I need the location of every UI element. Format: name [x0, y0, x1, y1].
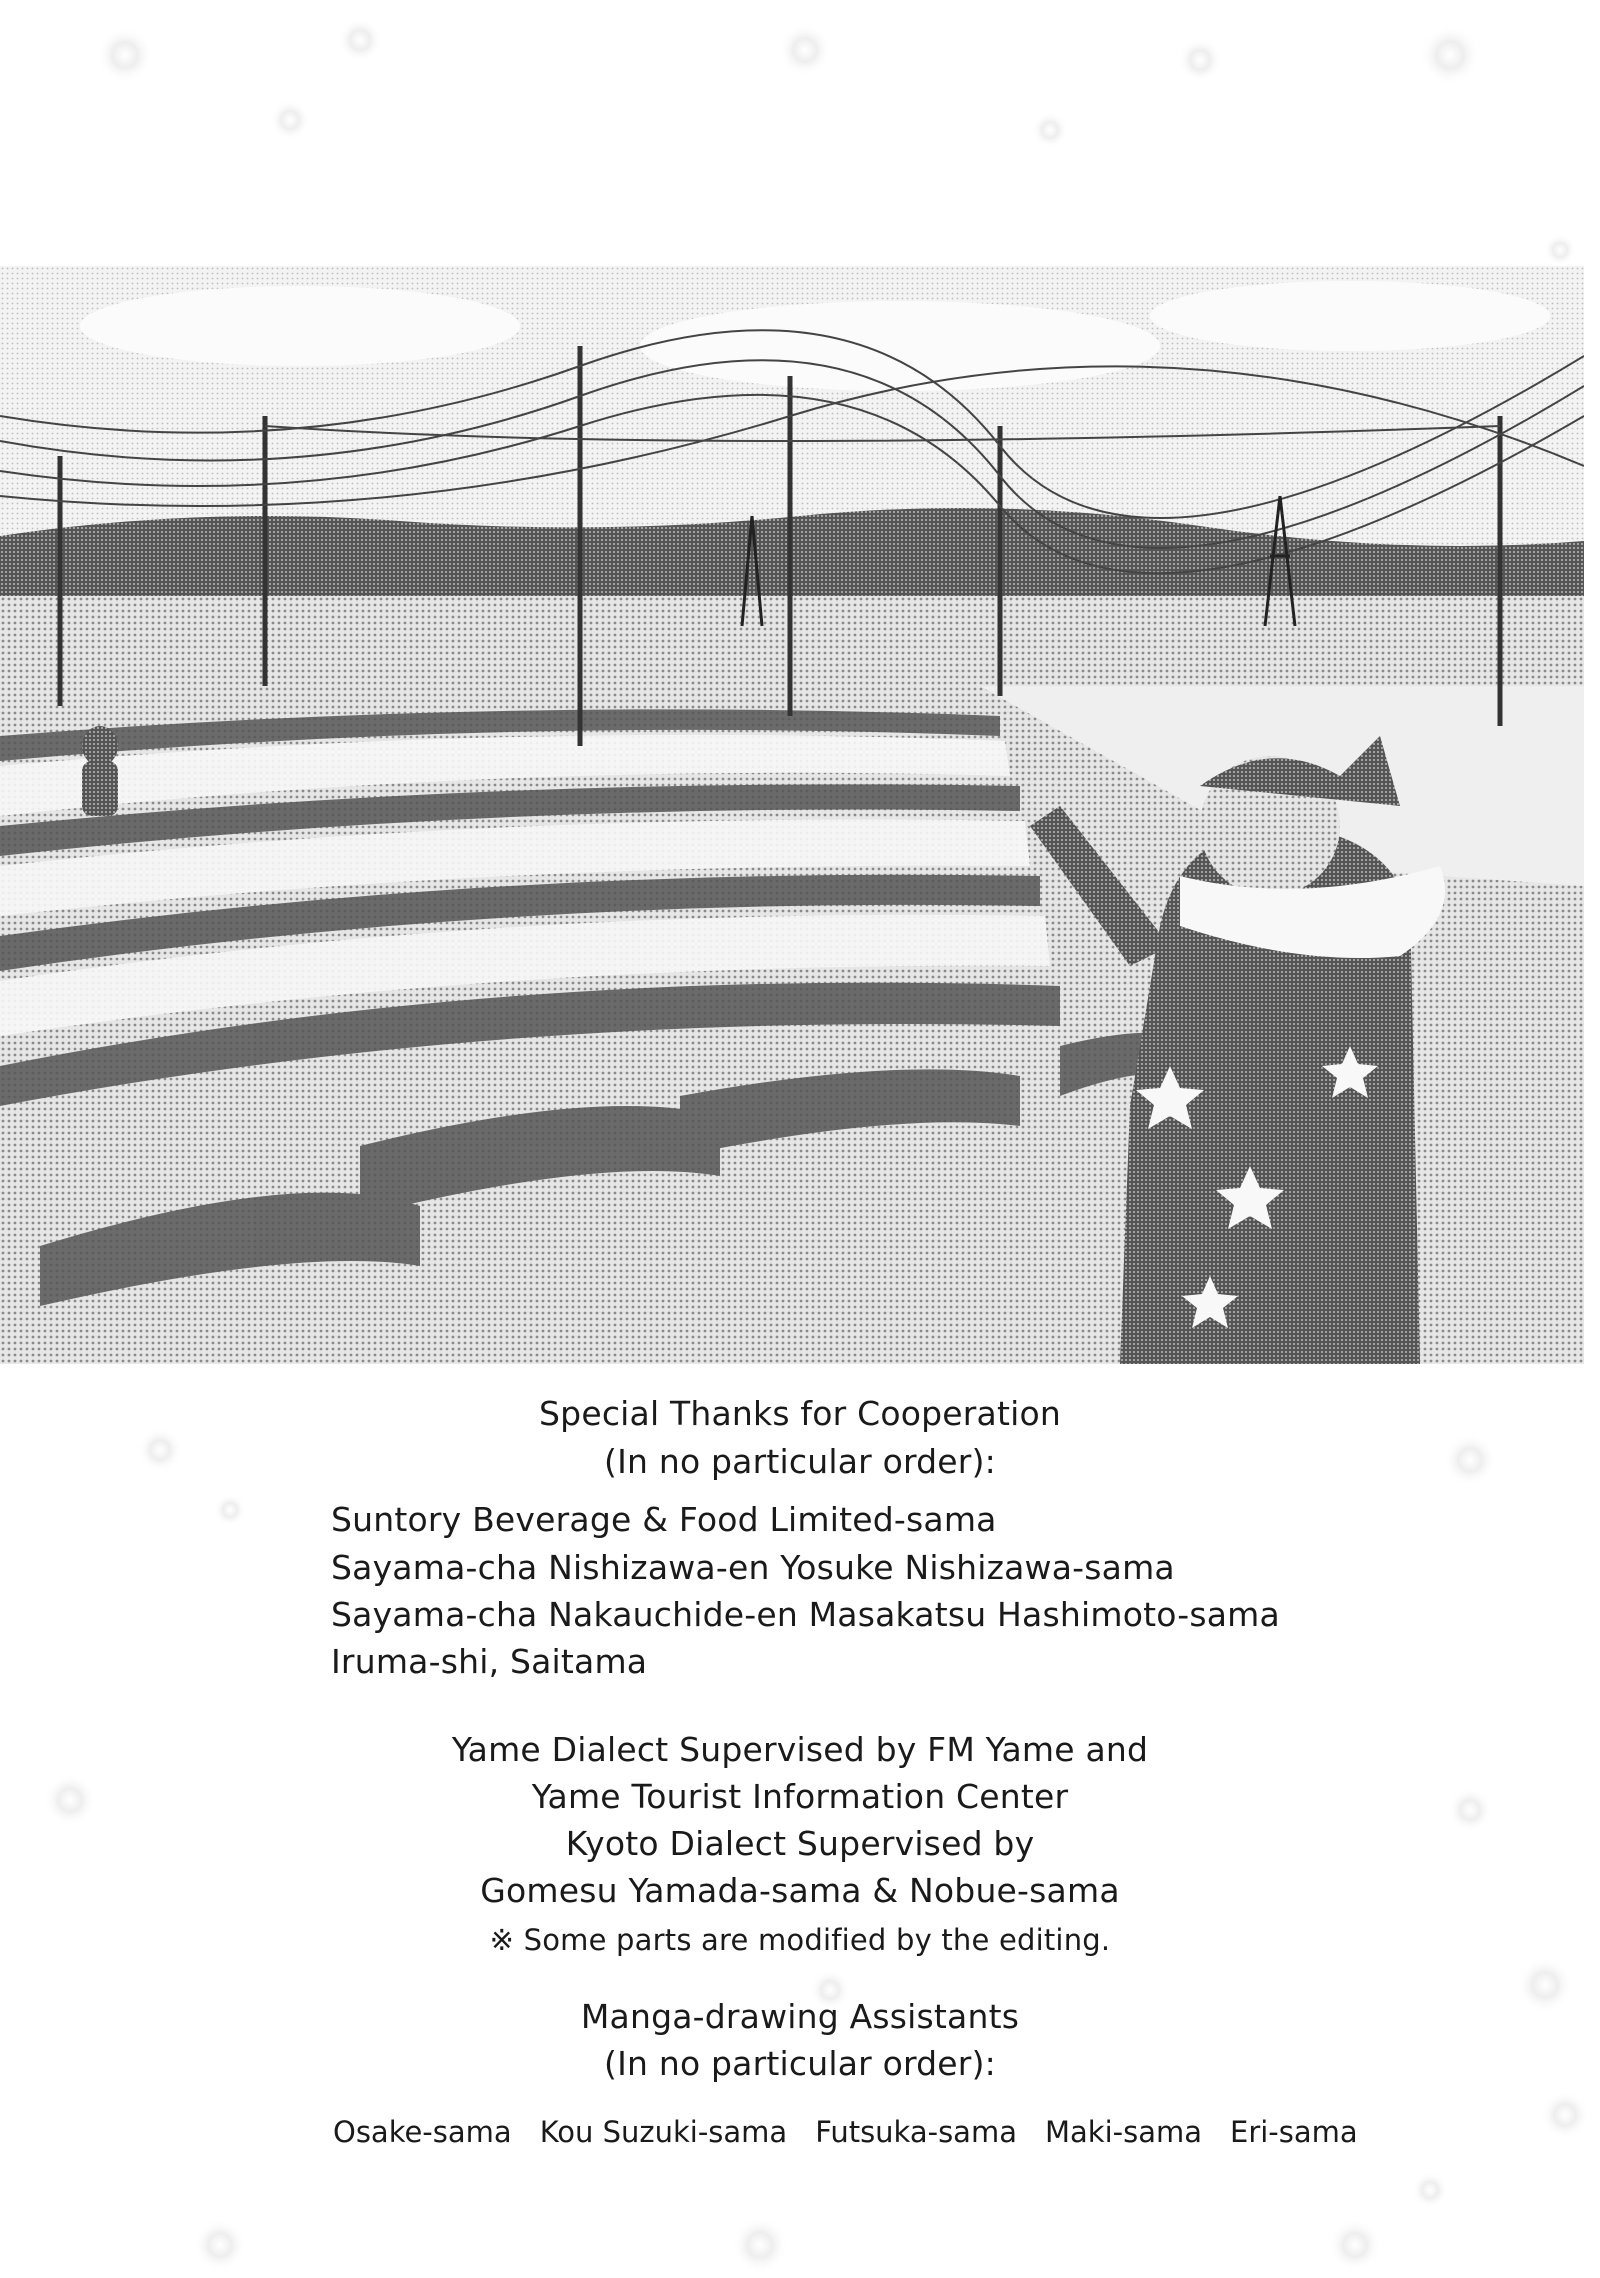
thanks-subheading: (In no particular order): [604, 1442, 996, 1481]
thanks-heading: Special Thanks for Cooperation [539, 1394, 1061, 1433]
cooperator-item: Suntory Beverage & Food Limited-sama [331, 1500, 997, 1539]
dialect-credit: Gomesu Yamada-sama & Nobue-sama [480, 1871, 1120, 1910]
cooperator-item: Iruma-shi, Saitama [331, 1642, 648, 1681]
cooperator-item: Sayama-cha Nishizawa-en Yosuke Nishizawa-sama [331, 1548, 1175, 1587]
assistant-name: Kou Suzuki-sama [539, 2115, 788, 2149]
tea-field-landscape-icon [0, 266, 1584, 1364]
assistant-name: Osake-sama [333, 2115, 512, 2149]
assistant-name: Eri-sama [1230, 2115, 1358, 2149]
dialect-credit: Yame Dialect Supervised by FM Yame and [451, 1730, 1149, 1769]
cooperator-item: Sayama-cha Nakauchide-en Masakatsu Hashimoto-sama [331, 1595, 1280, 1634]
assistants-subheading: (In no particular order): [604, 2044, 996, 2083]
assistants-heading: Manga-drawing Assistants [580, 1997, 1020, 2036]
illustration-panel [0, 266, 1584, 1364]
dialect-credit: Yame Tourist Information Center [531, 1777, 1069, 1816]
assistants-list [333, 2115, 1358, 2155]
dialect-credit: Kyoto Dialect Supervised by [565, 1824, 1035, 1863]
assistant-name: Maki-sama [1044, 2115, 1202, 2149]
assistant-name: Futsuka-sama [815, 2115, 1017, 2149]
editing-note: ※ Some parts are modified by the editing. [489, 1923, 1111, 1957]
